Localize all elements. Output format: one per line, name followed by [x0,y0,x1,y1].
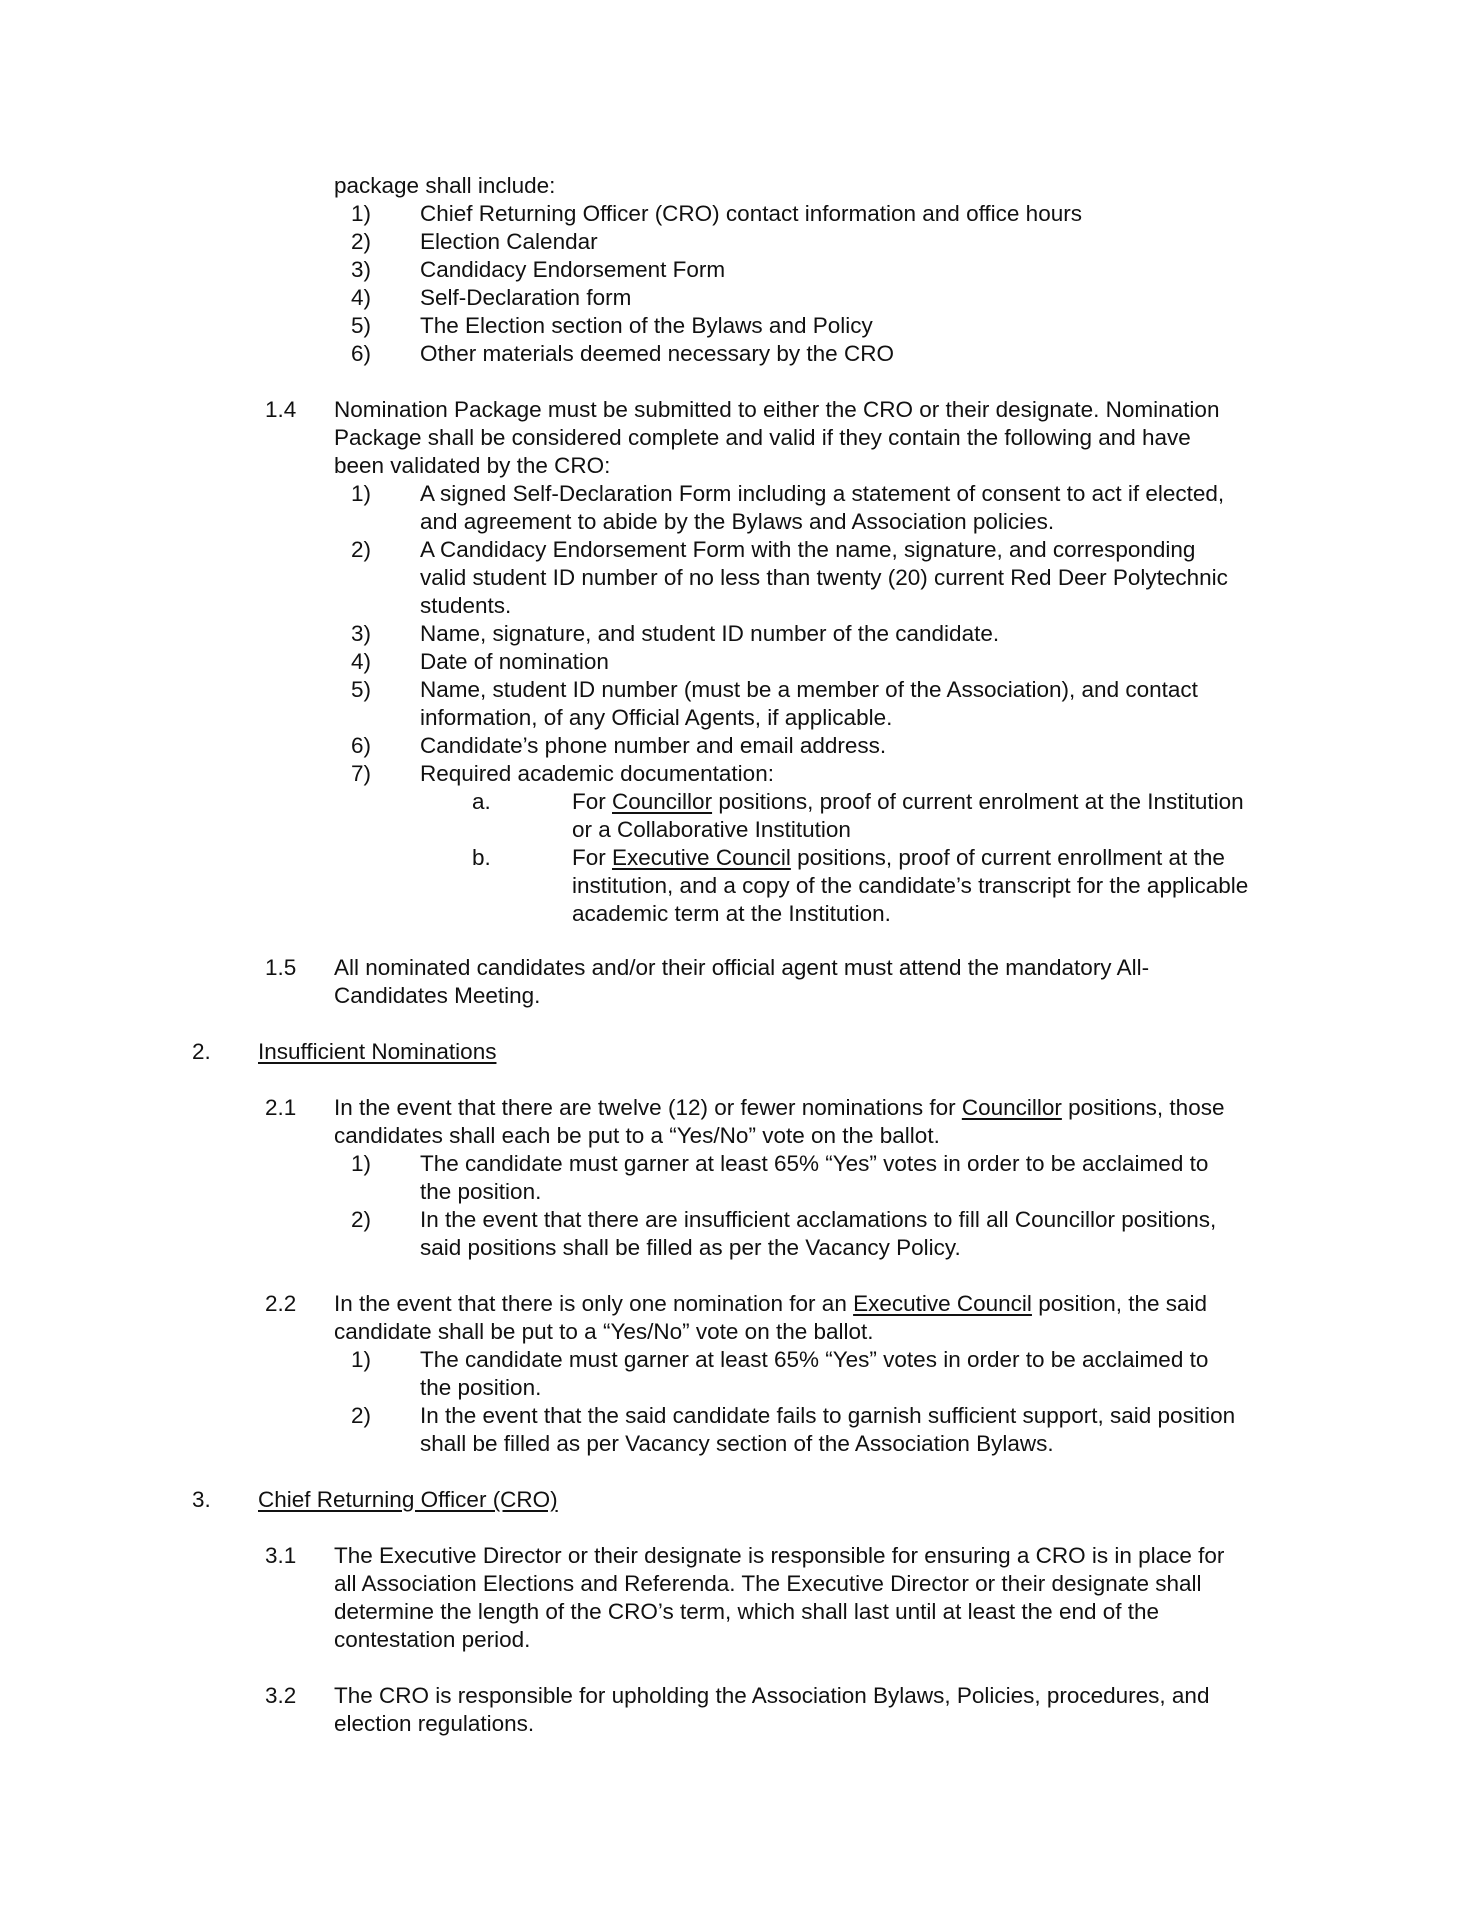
list-item: A signed Self-Declaration Form including a statement of consent to act if elected, [420,481,1225,506]
list-number: 4) [351,649,372,674]
sub-item-text: For [572,789,613,814]
sub-list-item: institution, and a copy of the candidate’s transcript for the applicable [572,873,1249,898]
executive-council-term: Executive Council [612,845,791,870]
heading-number: 2. [192,1039,211,1064]
paragraph-line: The Executive Director or their designate is responsible for ensuring a CRO is in place for [334,1543,1225,1568]
list-item: Other materials deemed necessary by the CRO [420,341,894,366]
paragraph-line: The CRO is responsible for upholding the Association Bylaws, Policies, procedures, and [334,1683,1210,1708]
sub-list-letter: a. [472,789,491,814]
list-number: 6) [351,341,372,366]
section-number: 2.1 [265,1095,297,1120]
paragraph-line: Nomination Package must be submitted to either the CRO or their designate. Nomination [334,397,1220,422]
list-number: 1) [351,481,372,506]
list-item: In the event that the said candidate fails to garnish sufficient support, said position [420,1403,1236,1428]
list-number: 1) [351,201,372,226]
paragraph-text: In the event that there is only one nomination for an [334,1291,854,1316]
paragraph-line [334,1094,1224,1122]
list-item: Date of nomination [420,649,609,674]
list-item: valid student ID number of no less than twenty (20) current Red Deer Polytechnic [420,565,1228,590]
list-number: 1) [351,1151,372,1176]
list-number: 3) [351,257,372,282]
sub-list-item: or a Collaborative Institution [572,817,851,842]
list-item: Name, signature, and student ID number of the candidate. [420,621,1000,646]
list-item: information, of any Official Agents, if applicable. [420,705,893,730]
sub-list-item [572,788,1244,816]
sub-list-letter: b. [472,845,491,870]
sub-list-item [572,844,1225,872]
heading-number: 3. [192,1487,211,1512]
list-item: Self-Declaration form [420,285,632,310]
councillor-term: Councillor [961,1095,1062,1120]
paragraph-line: election regulations. [334,1711,535,1736]
list-number: 2) [351,1207,372,1232]
list-item: Candidate’s phone number and email address. [420,733,887,758]
list-number: 5) [351,313,372,338]
list-item: The candidate must garner at least 65% “Yes” votes in order to be acclaimed to [420,1347,1209,1372]
section-number: 1.5 [265,955,297,980]
list-item: Chief Returning Officer (CRO) contact information and office hours [420,201,1082,226]
intro-text: package shall include: [334,173,556,198]
paragraph-line: candidate shall be put to a “Yes/No” vote on the ballot. [334,1319,874,1344]
list-number: 1) [351,1347,372,1372]
paragraph-line [334,1290,1207,1318]
list-item: Name, student ID number (must be a member of the Association), and contact [420,677,1198,702]
paragraph-line: Package shall be considered complete and valid if they contain the following and have [334,425,1191,450]
paragraph-line: been validated by the CRO: [334,453,611,478]
sub-item-text: positions, proof of current enrollment at the [790,845,1225,870]
list-number: 5) [351,677,372,702]
paragraph-line: contestation period. [334,1627,531,1652]
executive-council-term: Executive Council [853,1291,1032,1316]
list-number: 4) [351,285,372,310]
paragraph-line: determine the length of the CRO’s term, which shall last until at least the end of the [334,1599,1160,1624]
paragraph-text: position, the said [1031,1291,1208,1316]
list-item: and agreement to abide by the Bylaws and Association policies. [420,509,1055,534]
list-item: Candidacy Endorsement Form [420,257,726,282]
list-item: The Election section of the Bylaws and Policy [420,313,873,338]
list-item: Election Calendar [420,229,598,254]
paragraph-line: candidates shall each be put to a “Yes/No” vote on the ballot. [334,1123,940,1148]
list-number: 2) [351,1403,372,1428]
councillor-term: Councillor [612,789,713,814]
sub-list-item: academic term at the Institution. [572,901,891,926]
list-number: 3) [351,621,372,646]
list-item: said positions shall be filled as per the Vacancy Policy. [420,1235,961,1260]
list-number: 6) [351,733,372,758]
paragraph-line: All nominated candidates and/or their official agent must attend the mandatory All- [334,955,1150,980]
section-number: 2.2 [265,1291,297,1316]
list-item: shall be filled as per Vacancy section of the Association Bylaws. [420,1431,1054,1456]
section-number: 1.4 [265,397,297,422]
list-item: Required academic documentation: [420,761,774,786]
paragraph-line: Candidates Meeting. [334,983,541,1008]
list-item: A Candidacy Endorsement Form with the name, signature, and corresponding [420,537,1196,562]
list-number: 2) [351,537,372,562]
paragraph-line: all Association Elections and Referenda. The Executive Director or their designate shall [334,1571,1202,1596]
list-item: The candidate must garner at least 65% “Yes” votes in order to be acclaimed to [420,1151,1209,1176]
list-item: the position. [420,1375,542,1400]
list-item: the position. [420,1179,542,1204]
sub-item-text: For [572,845,613,870]
section-heading: Chief Returning Officer (CRO) [258,1487,558,1512]
list-item: In the event that there are insufficient acclamations to fill all Councillor positions, [420,1207,1217,1232]
list-number: 7) [351,761,372,786]
list-item: students. [420,593,512,618]
section-number: 3.2 [265,1683,297,1708]
section-heading: Insufficient Nominations [258,1039,497,1064]
list-number: 2) [351,229,372,254]
paragraph-text: positions, those [1061,1095,1225,1120]
section-number: 3.1 [265,1543,297,1568]
paragraph-text: In the event that there are twelve (12) or fewer nominations for [334,1095,962,1120]
sub-item-text: positions, proof of current enrolment at the Institution [712,789,1244,814]
